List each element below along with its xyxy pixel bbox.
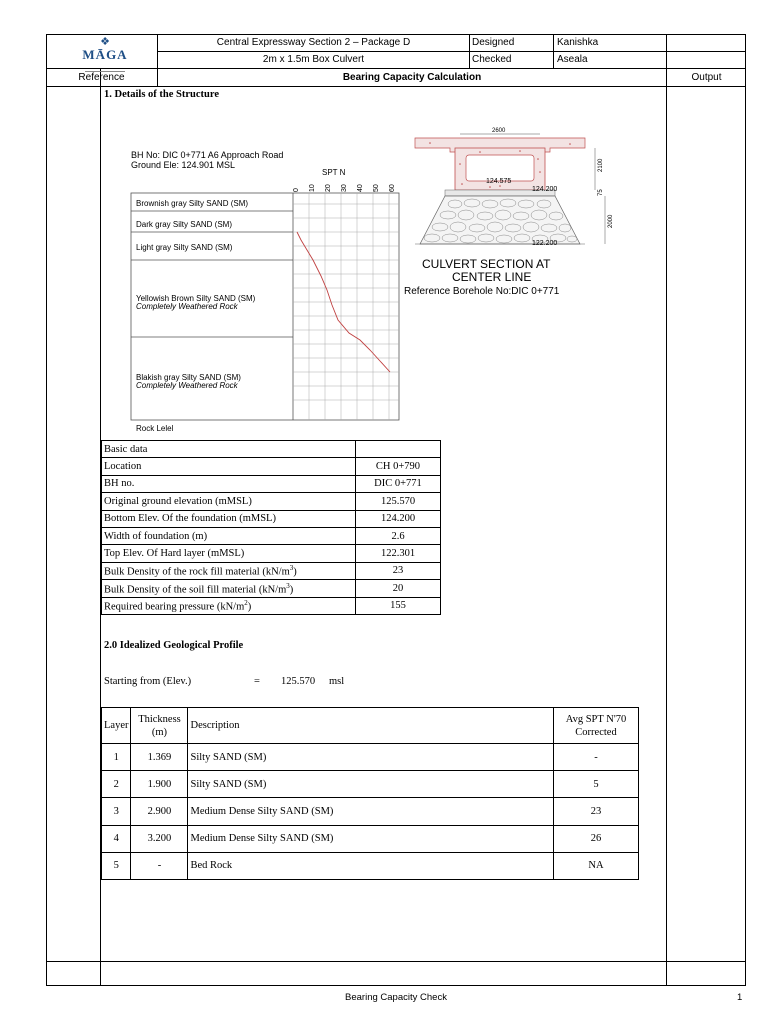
culvert-title-2: CENTER LINE <box>452 270 532 284</box>
row-label: Bulk Density of the rock fill material $(kN/m^3)$ <box>102 562 356 579</box>
header-divider <box>46 86 746 87</box>
cell-spt: - <box>554 744 639 771</box>
project-title: Central Expressway Section 2 – Package D <box>216 37 411 48</box>
section2-title: 2.0 Idealized Geological Profile <box>104 640 244 651</box>
elevation-2: 124.200 <box>532 186 558 193</box>
cell-spt: 23 <box>554 798 639 825</box>
logo-text: MĀGA <box>82 47 128 62</box>
basic-data-title: Basic data <box>102 441 356 458</box>
output-label: Output <box>691 72 722 83</box>
spt-tick: 0 <box>293 188 300 192</box>
output-column-line <box>666 34 667 986</box>
starting-label: Starting from (Elev.) <box>104 676 192 687</box>
bh-no-text: BH No: DIC 0+771 A6 Approach Road <box>131 150 284 160</box>
row-label: Required bearing pressure $(kN/m^2)$ <box>102 597 356 614</box>
col-thickness: Thickness (m) <box>131 708 188 744</box>
layer-label: Light gray Silty SAND (SM) <box>136 243 233 252</box>
maga-logo <box>60 36 150 70</box>
borehole-log-figure <box>128 140 408 440</box>
spt-tick: 60 <box>389 184 396 192</box>
spt-tick: 10 <box>309 184 316 192</box>
row-value: 125.570 <box>356 493 441 510</box>
row-label: Bottom Elev. Of the foundation (mMSL) <box>102 510 356 527</box>
spt-label: SPT N <box>322 168 346 177</box>
table-row <box>102 771 639 798</box>
cell-description: Silty SAND (SM) <box>188 771 554 798</box>
section1-title: 1. Details of the Structure <box>104 89 219 100</box>
reference-label: Reference <box>78 72 125 83</box>
col-layer: Layer <box>102 708 131 744</box>
spt-tick: 40 <box>357 184 364 192</box>
ground-ele-text: Ground Ele: 124.901 MSL <box>131 160 236 170</box>
checked-label: Checked <box>472 54 512 65</box>
geological-profile-table <box>101 707 639 880</box>
designed-label: Designed <box>472 37 515 48</box>
col-description: Description <box>188 708 554 744</box>
elevation-1: 124.575 <box>486 178 512 185</box>
row-value: 124.200 <box>356 510 441 527</box>
cell-description: Medium Dense Silty SAND (SM) <box>188 825 554 852</box>
cell-description: Medium Dense Silty SAND (SM) <box>188 798 554 825</box>
footer-title: Bearing Capacity Check <box>345 992 447 1003</box>
table-row <box>102 493 441 510</box>
layer-label: Blakish gray Silty SAND (SM) <box>136 373 241 382</box>
table-row <box>102 527 441 544</box>
table-header-row <box>102 708 639 744</box>
soil-layer-labels <box>136 199 256 390</box>
table-row <box>102 545 441 562</box>
row-label: Original ground elevation (mMSL) <box>102 493 356 510</box>
spt-tick: 30 <box>341 184 348 192</box>
layer-label: Brownish gray Silty SAND (SM) <box>136 199 249 208</box>
layer-label: Yellowish Brown Silty SAND (SM) <box>136 294 256 303</box>
cell-thickness: 3.200 <box>131 825 188 852</box>
table-row <box>102 798 639 825</box>
table-row <box>102 597 441 614</box>
rock-level-label: Rock Lelel <box>136 424 174 433</box>
layer-label: Completely Weathered Rock <box>136 302 238 311</box>
subject-title: 2m x 1.5m Box Culvert <box>262 54 365 65</box>
row-value: 2.6 <box>356 527 441 544</box>
cell-thickness: - <box>131 852 188 879</box>
layer-label: Completely Weathered Rock <box>136 381 238 390</box>
cell-layer: 4 <box>102 825 131 852</box>
table-row <box>102 475 441 492</box>
row-value: 23 <box>356 562 441 579</box>
cell-spt: 26 <box>554 825 639 852</box>
culvert-title-1: CULVERT SECTION AT <box>422 257 551 271</box>
cell-layer: 2 <box>102 771 131 798</box>
table-row <box>102 510 441 527</box>
spt-tick: 20 <box>325 184 332 192</box>
cell-spt: 5 <box>554 771 639 798</box>
starting-value: 125.570 <box>281 676 316 687</box>
starting-unit: msl <box>329 676 345 687</box>
row-label: BH no. <box>102 475 356 492</box>
cell-thickness: 1.369 <box>131 744 188 771</box>
table-row <box>102 744 639 771</box>
cell-thickness: 1.900 <box>131 771 188 798</box>
designed-by: Kanishka <box>557 37 599 48</box>
row-label: Width of foundation (m) <box>102 527 356 544</box>
table-row <box>102 441 441 458</box>
spt-grid <box>293 193 399 420</box>
cell-description: Silty SAND (SM) <box>188 744 554 771</box>
bottom-divider <box>46 961 746 962</box>
row-value: 122.301 <box>356 545 441 562</box>
spt-tick: 50 <box>373 184 380 192</box>
dim-side: 2100 <box>598 158 604 172</box>
cell-description: Bed Rock <box>188 852 554 879</box>
row-label: Bulk Density of the soil fill material $(kN/m^3)$ <box>102 580 356 597</box>
elevation-3: 122.200 <box>532 240 558 247</box>
row-value: 20 <box>356 580 441 597</box>
table-row <box>102 825 639 852</box>
dim-top: 2600 <box>492 128 506 134</box>
row-value: DIC 0+771 <box>356 475 441 492</box>
spt-ticks <box>293 184 396 192</box>
col-spt: Avg SPT N'70 Corrected <box>554 708 639 744</box>
dim-base: 2000 <box>608 214 614 228</box>
cell-spt: NA <box>554 852 639 879</box>
cell-layer: 3 <box>102 798 131 825</box>
row-value: CH 0+790 <box>356 458 441 475</box>
table-row <box>102 852 639 879</box>
row-label: Location <box>102 458 356 475</box>
checked-by: Aseala <box>557 54 588 65</box>
culvert-section-figure <box>400 124 630 304</box>
dim-side-2: 75 <box>598 189 604 196</box>
page-number: 1 <box>737 992 743 1003</box>
table-row <box>102 458 441 475</box>
row-value: 155 <box>356 597 441 614</box>
culvert-reference: Reference Borehole No:DIC 0+771 <box>404 286 560 297</box>
row-label: Top Elev. Of Hard layer (mMSL) <box>102 545 356 562</box>
cell-layer: 1 <box>102 744 131 771</box>
layer-label: Dark gray Silty SAND (SM) <box>136 220 233 229</box>
basic-data-table <box>101 440 441 615</box>
starting-eq: = <box>254 676 260 687</box>
table-row <box>102 562 441 579</box>
table-row <box>102 580 441 597</box>
logo-mark-icon: ❖ <box>100 36 110 48</box>
calc-title: Bearing Capacity Calculation <box>342 72 482 83</box>
cell-thickness: 2.900 <box>131 798 188 825</box>
cell-layer: 5 <box>102 852 131 879</box>
